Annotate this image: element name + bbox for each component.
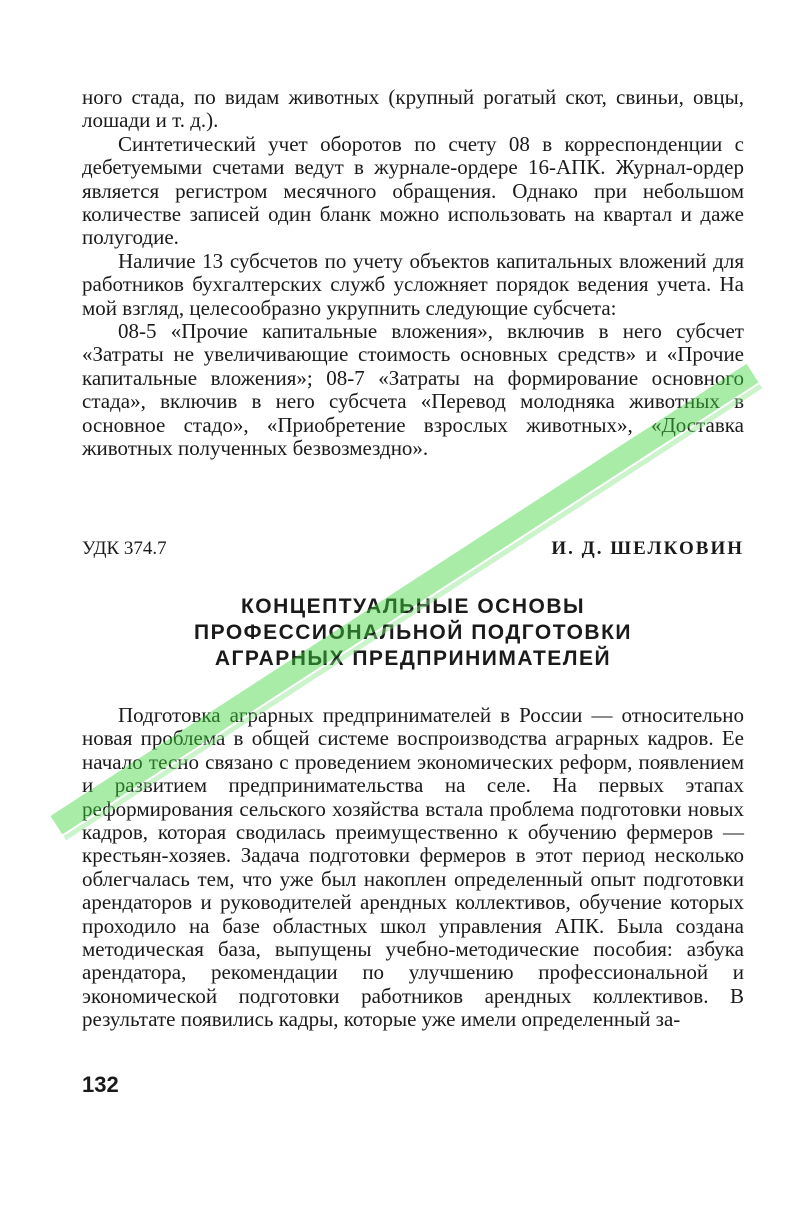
title-line-3: АГРАРНЫХ ПРЕДПРИНИМАТЕЛЕЙ — [214, 647, 612, 670]
article-title — [82, 594, 744, 672]
top-section — [82, 86, 744, 461]
title-line-2: ПРОФЕССИОНАЛЬНОЙ ПОДГОТОВКИ — [194, 621, 632, 644]
paragraph-synthetic-accounting: Синтетический учет оборотов по счету 08 в корреспонденции с дебетуемыми счетами ведут в журнале-ордере 16-АПК. Журнал-ордер является регистром месячного обращения. Однако при небольшом количестве записей один бланк можно использовать на квартал и даже полугодие. — [82, 131, 744, 250]
author-name: И. Д. ШЕЛКОВИН — [551, 538, 744, 559]
udk-code: УДК 374.7 — [82, 538, 167, 559]
page-number: 132 — [82, 1072, 119, 1097]
article-body-paragraph: Подготовка аграрных предпринимателей в России — относительно новая проблема в общей системе воспроизводства аграрных кадров. Ее начало тесно связано с проведением экономических реформ, появлением и развитием предпринимательства на селе. На первых этапах реформирования сельского хозяйства встала проблема подготовки новых кадров, которая сводилась преимущественно к обучению фермеров — крестьян-хозяев. Задача подготовки фермеров в этот период несколько облегчалась тем, что уже был накоплен определенный опыт подготовки арендаторов и руководителей арендных коллективов, обучение которых проходило на базе областных школ управления АПК. Была создана методическая база, выпущены учебно-методические пособия: азбука арендатора, рекомендации по улучшению профессиональной и экономической подготовки работников арендных коллективов. В результате появились кадры, которые уже имели определенный за- — [82, 703, 744, 1032]
title-line-1: КОНЦЕПТУАЛЬНЫЕ ОСНОВЫ — [240, 595, 586, 618]
article-meta — [82, 538, 744, 560]
paragraph-continuation: ного стада, по видам животных (крупный рогатый скот, свиньи, овцы, лошади и т. д.). — [82, 85, 744, 133]
article-body — [82, 704, 744, 1032]
paragraph-subaccounts: Наличие 13 субсчетов по учету объектов капитальных вложений для работников бухгалтерских служб усложняет порядок ведения учета. На мой взгляд, целесообразно укрупнить следующие субсчета: — [82, 248, 744, 320]
paragraph-subaccount-list: 08-5 «Прочие капитальные вложения», включив в него субсчет «Затраты не увеличивающие стоимость основных средств» и «Прочие капитальные вложения»; 08-7 «Затраты на формирование основного стада», включив в него субсчета «Перевод молодняка животных в основное стадо», «Приобретение взрослых животных», «Доставка животных полученных безвозмездно». — [82, 319, 744, 461]
